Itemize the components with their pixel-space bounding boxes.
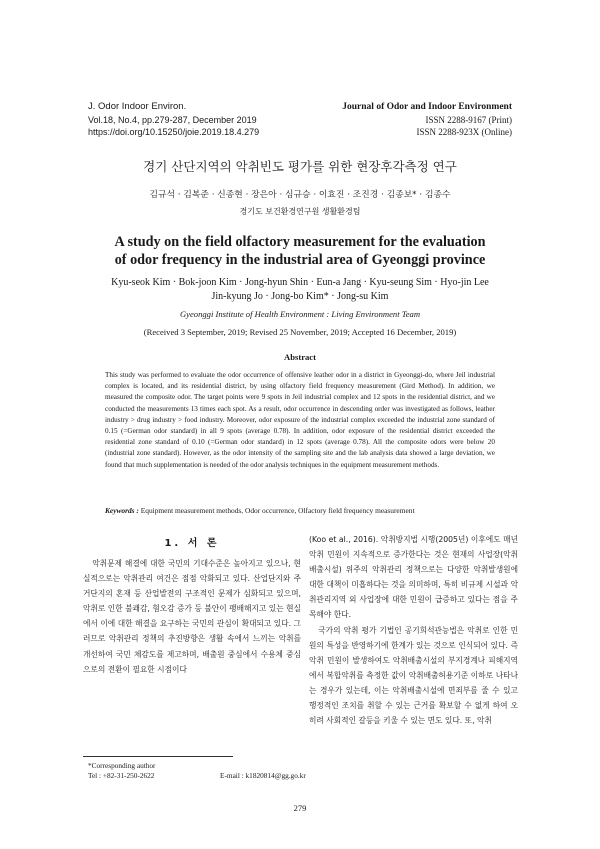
issn-print: ISSN 2288-9167 (Print) — [425, 114, 512, 125]
journal-short-name: J. Odor Indoor Environ. — [88, 101, 187, 112]
footnote-email[interactable]: E-mail : k1820814@gg.go.kr — [220, 771, 306, 780]
left-column — [83, 556, 301, 677]
abstract-text: This study was performed to evaluate the odor occurrence of offensive leather odor in a district in Gyeonggi-do, where Jeil industrial complex is located, and its residential district, by using olfactory field frequency measurement (Gird Method). In addition, we measured the composite odor. The target points were 9 spots in Jeil industrial complex and 12 spots in the residential district, and we conducted the measurements 13 times each spot. As a result, odor occurrence in descending order was investigated as follows, leather industry > drug industry > food industry. Moreover, odor exposure of the industrial complex exceeded the industrial zone standard of 0.15 (=German odor standard) in all 9 spots (average 0.78). In addition, odor exposure of the residential district exceeded the residential zone standard of 0.10 (=German odor standard) in 12 spots (average 0.78). All the composite odors were below 20 (industrial zone standard). However, as the odor intensity of the sampling site and the lab analysis data showed a large deviation, we found that much supplementation is needed of the odor analysis techniques in the equipment measurement methods. — [105, 371, 495, 469]
english-authors-line1: Kyu-seok Kim · Bok-joon Kim · Jong-hyun Shin · Eun-a Jang · Kyu-seung Sim · Hyo-jin Lee — [111, 277, 489, 288]
header-right — [342, 101, 512, 139]
keywords-label: Keywords : — [105, 506, 139, 515]
right-column — [309, 532, 518, 728]
doi-link[interactable]: https://doi.org/10.15250/joie.2019.18.4.279 — [88, 127, 260, 137]
abstract-heading: Abstract — [284, 352, 316, 362]
received-dates: (Received 3 September, 2019; Revised 25 November, 2019; Accepted 16 December, 2019) — [143, 327, 457, 337]
footnote-tel: Tel : +82-31-250-2622 — [88, 771, 155, 780]
english-title — [60, 233, 540, 269]
english-affiliation: Gyeonggi Institute of Health Environment : Living Environment Team — [179, 309, 421, 319]
korean-affiliation: 경기도 보건환경연구원 생활환경팀 — [239, 207, 361, 216]
footnote-divider — [83, 756, 233, 757]
footnote — [88, 761, 156, 781]
volume-info: Vol.18, No.4, pp.279-287, December 2019 — [88, 114, 257, 125]
paragraph: 악취문제 해결에 대한 국민의 기대수준은 높아지고 있으나, 현실적으로는 악취관리 여건은 점점 악화되고 있다. 산업단지와 주거단지의 혼재 등 산업발전의 구조적인 문제가 심화되고 있으며, 악취로 인한 불쾌감, 혐오감 증가 등 불안이 팽배해지고 있는 현실에서 이에 대한 해결을 요구하는 국민의 관심이 확대되고 있다. 그러므로 악취관리 정책의 추진방향은 생활 속에서 느끼는 악취를 개선하여 국민 체감도를 제고하며, 배출원 중심에서 수용체 중심으로의 전환이 필요한 시점이다 — [83, 559, 301, 674]
english-title-line2: of odor frequency in the industrial area of Gyeonggi province — [114, 252, 486, 268]
header-left — [88, 101, 259, 139]
page-number: 279 — [293, 803, 307, 813]
section-heading-introduction: 1. 서 론 — [164, 538, 220, 549]
paragraph: 국가의 악취 평가 기법인 공기희석관능법은 악취로 인한 민원의 특성을 반영하기에 한계가 있는 것으로 인식되어 있다. 즉 악취 민원이 발생하여도 악취배출시설의 부지경계나 피해지역에서 복합악취를 측정한 값이 악취배출허용기준 이하로 나타나는 경우가 있는데, 이는 악취배출시설에 면죄부를 줄 수 있고 행정적인 조치를 취할 수 있는 근거를 확보할 수 없게 하여 오히려 사회적인 갈등을 키울 수 있는 면도 있다. 또, 악취 — [309, 625, 518, 726]
footnote-label: *Corresponding author — [88, 761, 156, 770]
english-authors-line2: Jin-kyung Jo · Jong-bo Kim* · Jong-su Kim — [211, 291, 389, 302]
korean-authors: 김규석 · 김복준 · 신종현 · 장은아 · 심규승 · 이효진 · 조진경 · 김종보* · 김종수 — [149, 190, 451, 200]
paragraph: (Koo et al., 2016). 악취방지법 시행(2005년) 이후에도 매년 악취 민원이 지속적으로 증가한다는 것은 현재의 사업장(악취배출시설) 위주의 악취관리 정책으로는 다양한 악취발생원에 대한 대책이 미흡하다는 것을 의미하며, 특히 비규제 시설과 악취관리지역 외 사업장에 대한 민원이 급증하고 있다는 점을 주목해야 한다. — [309, 535, 518, 620]
english-authors — [60, 276, 540, 304]
korean-title: 경기 산단지역의 악취빈도 평가를 위한 현장후각측정 연구 — [143, 159, 457, 174]
keywords — [105, 506, 505, 515]
english-title-line1: A study on the field olfactory measurement for the evaluation — [114, 234, 486, 250]
issn-online: ISSN 2288-923X (Online) — [416, 127, 512, 137]
journal-full-name: Journal of Odor and Indoor Environment — [342, 102, 512, 112]
keywords-text: Equipment measurement methods, Odor occurrence, Olfactory field frequency measurement — [140, 506, 415, 515]
